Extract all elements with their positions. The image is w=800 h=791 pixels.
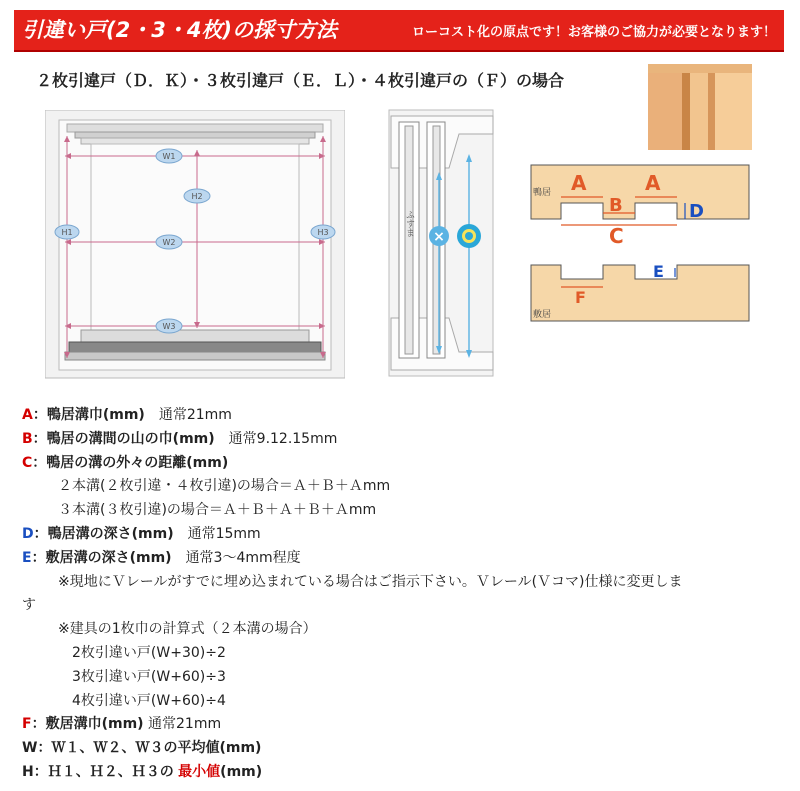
note-d-value: 通常15mm: [187, 525, 261, 542]
note-calc-4: 4枚引違い戸(W+60)÷4: [72, 692, 226, 709]
label-w1: W1: [162, 152, 176, 161]
label-b: B: [609, 195, 623, 216]
note-calc-2: 2枚引違い戸(W+30)÷2: [72, 644, 226, 661]
label-kamoi: 鴨居: [533, 188, 552, 198]
label-a2: A: [645, 171, 661, 195]
note-h: [22, 761, 683, 785]
note-f-value: 通常21mm: [148, 716, 222, 733]
door-photo: [648, 64, 752, 150]
banner-title: 引違い戸(2・3・4枚)の採寸方法: [22, 18, 338, 42]
side-section-diagram: [385, 108, 497, 378]
label-e: E: [653, 262, 664, 281]
note-h-label: ：Ｈ１、Ｈ２、Ｈ３の: [33, 763, 174, 780]
label-a1: A: [571, 171, 587, 195]
note-w-key: W: [22, 740, 38, 757]
note-f-key: F: [22, 716, 32, 733]
note-e-warning: ※現地にＶレールがすでに埋め込まれている場合はご指示下さい。Ｖレール(Ｖコマ)仕様に変更しま: [58, 573, 683, 590]
note-e-label: ：敷居溝の深さ(mm): [31, 549, 172, 566]
label-h1: H1: [61, 228, 73, 237]
note-a-key: A: [22, 407, 33, 423]
notes: [22, 404, 683, 785]
note-c: [22, 452, 683, 476]
note-e-value: 通常3～4mm程度: [185, 549, 301, 566]
note-h-key: H: [22, 763, 34, 780]
label-h2: H2: [191, 192, 203, 201]
note-b: [22, 428, 683, 452]
note-h-tail: (mm): [220, 763, 263, 780]
note-a: [22, 404, 683, 428]
label-fusuma: ふすま: [404, 210, 414, 237]
note-c1: ２本溝(２枚引違・４枚引違)の場合＝Ａ＋Ｂ＋Ａmm: [58, 478, 391, 495]
note-a-label: ：鴨居溝巾(mm): [32, 407, 145, 423]
note-c-key: C: [22, 454, 33, 471]
label-shikii: 敷居: [533, 310, 552, 320]
note-calc-title: ※建具の1枚巾の計算式（２本溝の場合）: [58, 621, 317, 638]
label-w2: W2: [162, 238, 176, 247]
note-calc-3: 3枚引違い戸(W+60)÷3: [72, 668, 226, 685]
note-a-value: 通常21mm: [158, 407, 232, 423]
note-f-label: ：敷居溝巾(mm): [31, 716, 144, 733]
note-e-warning-cont: す: [22, 597, 36, 614]
note-e: [22, 547, 683, 571]
note-b-key: B: [22, 430, 33, 447]
label-c: C: [609, 224, 624, 248]
note-w: [22, 737, 683, 761]
label-h3: H3: [317, 228, 329, 237]
label-w3: W3: [162, 322, 176, 331]
note-d: [22, 523, 683, 547]
label-f: F: [575, 288, 586, 307]
note-d-label: ：鴨居溝の深さ(mm): [33, 525, 174, 542]
title-banner: [14, 10, 784, 52]
note-w-label: ：Ｗ１、Ｗ２、Ｗ３の平均値(mm): [37, 740, 262, 757]
note-b-value: 通常9.12.15mm: [228, 430, 338, 447]
groove-diagram: [527, 163, 753, 325]
note-h-highlight: 最小値: [178, 763, 221, 780]
banner-subtitle: ローコスト化の原点です！お客様のご協力が必要となります！: [411, 25, 776, 40]
label-d: D: [689, 201, 704, 222]
frame-diagram: [45, 110, 345, 380]
note-f: [22, 713, 683, 737]
note-c2: ３本溝(３枚引違)の場合＝Ａ＋Ｂ＋Ａ＋Ｂ＋Ａmm: [58, 502, 377, 519]
page-heading: ２枚引違戸（Ｄ．Ｋ）・３枚引違戸（Ｅ．Ｌ）・４枚引違戸の（Ｆ）の場合: [36, 71, 565, 90]
note-e-key: E: [22, 549, 32, 566]
svg-text:×: ×: [433, 229, 445, 245]
note-b-label: ：鴨居の溝間の山の巾(mm): [32, 430, 215, 447]
note-d-key: D: [22, 525, 34, 542]
note-c-label: ：鴨居の溝の外々の距離(mm): [32, 454, 229, 471]
